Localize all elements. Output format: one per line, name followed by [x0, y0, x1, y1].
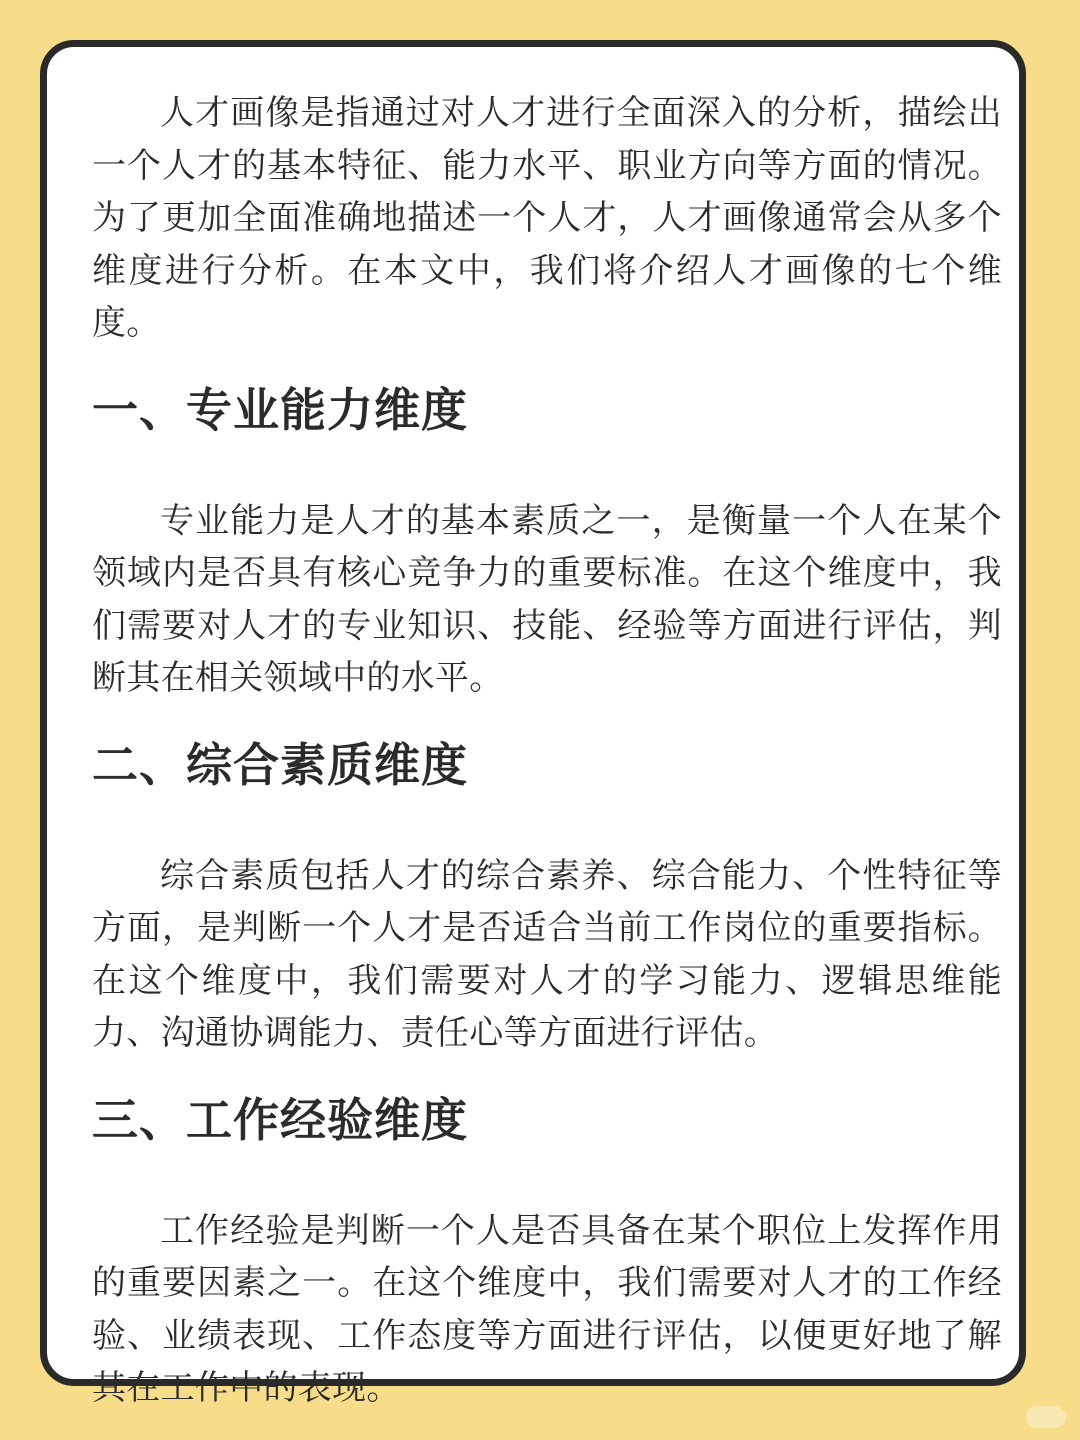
section-body-work-experience: 工作经验是判断一个人是否具备在某个职位上发挥作用的重要因素之一。在这个维度中，我们需要对人才的工作经验、业绩表现、工作态度等方面进行评估，以便更好地了解其在工作中的表现。	[92, 1210, 1002, 1408]
section-body-overall-quality: 综合素质包括人才的综合素养、综合能力、个性特征等方面，是判断一个人才是否适合当前工作岗位的重要指标。在这个维度中，我们需要对人才的学习能力、逻辑思维能力、沟通协调能力、责任心等方面进行评估。	[92, 855, 1002, 1053]
article-content	[92, 87, 1002, 1415]
intro-paragraph: 人才画像是指通过对人才进行全面深入的分析，描绘出一个人才的基本特征、能力水平、职业方向等方面的情况。为了更加全面准确地描述一个人才，人才画像通常会从多个维度进行分析。在本文中，我们将介绍人才画像的七个维度。	[92, 93, 1002, 343]
section-heading-work-experience: 三、工作经验维度	[92, 1092, 468, 1147]
section-body-professional-ability: 专业能力是人才的基本素质之一，是衡量一个人在某个领域内是否具有核心竞争力的重要标准。在这个维度中，我们需要对人才的专业知识、技能、经验等方面进行评估，判断其在相关领域中的水平。	[92, 500, 1002, 698]
article-card	[40, 40, 1026, 1408]
watermark-badge	[1026, 1406, 1066, 1428]
section-heading-professional-ability: 一、专业能力维度	[92, 382, 468, 437]
section-heading-overall-quality: 二、综合素质维度	[92, 737, 468, 792]
